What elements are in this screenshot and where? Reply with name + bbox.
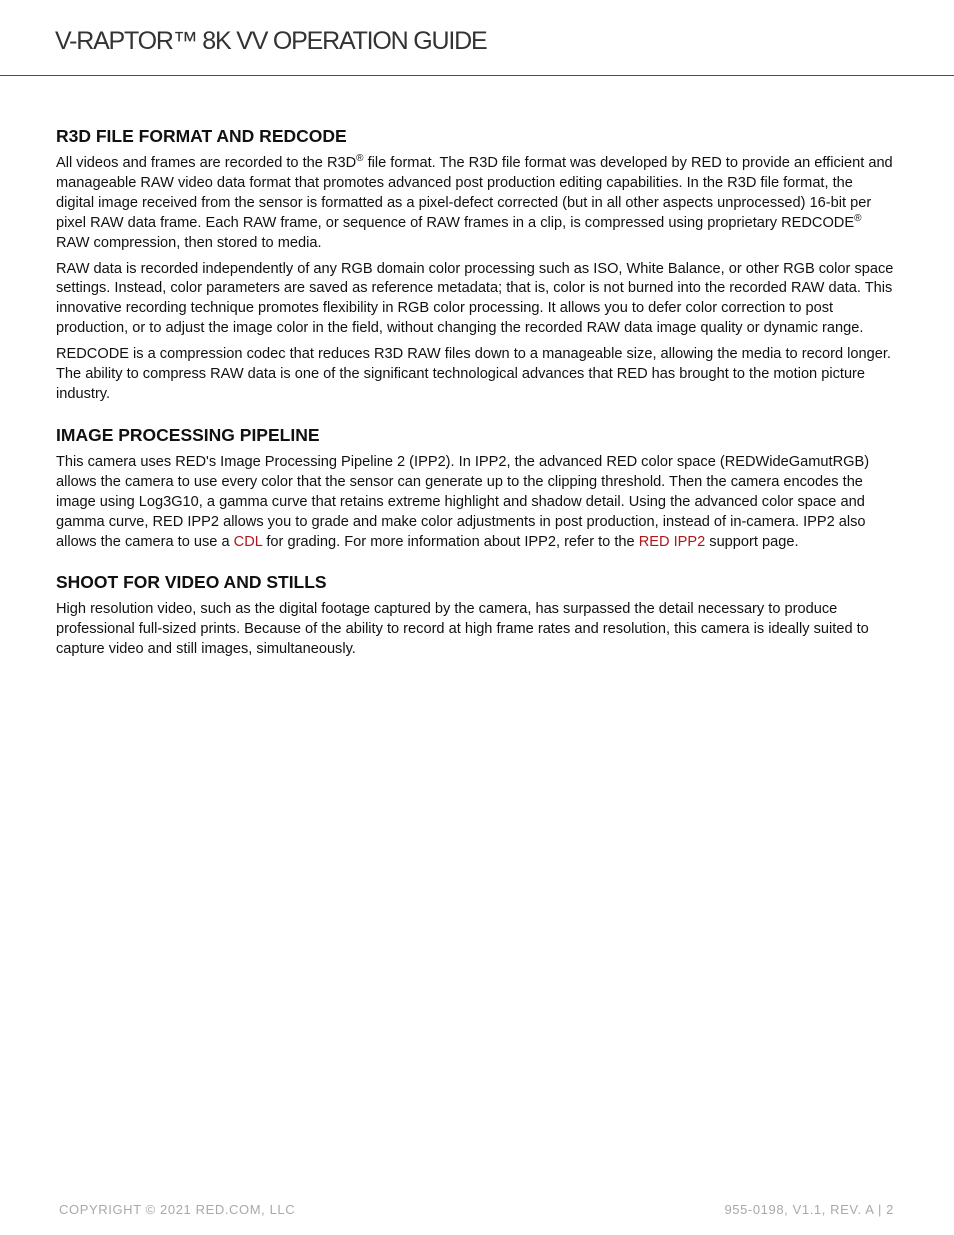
red-ipp2-link[interactable]: RED IPP2 <box>638 533 706 550</box>
section-heading: IMAGE PROCESSING PIPELINE <box>56 424 320 445</box>
registered-mark: ® <box>356 153 364 165</box>
text-run: for grading. For more information about IPP2, refer to the <box>262 533 639 550</box>
text-run: All videos and frames are recorded to the R3D <box>56 155 357 171</box>
section-r3d-file-format <box>56 124 894 405</box>
document-title: V-RAPTOR™ 8K VV OPERATION GUIDE <box>55 27 487 55</box>
paragraph <box>56 453 894 553</box>
paragraph: High resolution video, such as the digital footage captured by the camera, has surpassed the detail necessary to produce professional full-sized prints. Because of the ability to record at high frame rates and resolution, this camera is ideally suited to capture video and still images, simultaneously. <box>56 601 869 658</box>
section-heading: R3D FILE FORMAT AND REDCODE <box>56 126 347 146</box>
paragraph: RAW data is recorded independently of any RGB domain color processing such as ISO, White Balance, or other RGB color space settings. Instead, color parameters are saved as reference metadata; that is, color is not burned into the recorded RAW data. This innovative recording technique promotes flexibility in RGB color processing. It allows you to defer color correction to post production, or to adjust the image color in the field, without changing the recorded RAW data image quality or dynamic range. <box>56 260 894 337</box>
paragraph <box>56 154 894 254</box>
text-run: support page. <box>705 533 799 550</box>
cdl-link[interactable]: CDL <box>233 533 263 550</box>
section-shoot-for-video-and-stills <box>56 570 894 660</box>
text-run: file format. The R3D file format was developed by RED to provide an efficient and manageable RAW video data format that promotes advanced post production editing capabilities. In the R3D file format, the digital image received from the sensor is formatted as a pixel-defect corrected (but in all other aspects unprocessed) 16-bit per pixel RAW data frame. Each RAW frame, or sequence of RAW frames in a clip, is compressed using proprietary REDCODE <box>56 155 893 231</box>
section-image-processing-pipeline <box>56 423 894 553</box>
registered-mark: ® <box>854 212 862 224</box>
page-header <box>0 0 954 76</box>
footer-doc-info: 955-0198, V1.1, REV. A | 2 <box>724 1202 894 1217</box>
paragraph: REDCODE is a compression codec that reduces R3D RAW files down to a manageable size, allowing the media to record longer. The ability to compress RAW data is one of the significant technological advances that RED has brought to the motion picture industry. <box>56 346 891 402</box>
footer-copyright: COPYRIGHT © 2021 RED.COM, LLC <box>59 1202 296 1217</box>
page-content <box>56 124 894 678</box>
text-run: This camera uses RED's Image Processing Pipeline 2 (IPP2). In IPP2, the advanced RED color space (REDWideGamutRGB) allows the camera to use every color that the sensor can generate up to the clipping threshold. Then the camera encodes the image using Log3G10, a gamma curve that retains extreme highlight and shadow detail. Using the advanced color space and gamma curve, RED IPP2 allows you to grade and make color adjustments in post production, instead of in-camera. IPP2 also allows the camera to use a <box>56 453 870 550</box>
text-run: RAW compression, then stored to media. <box>56 234 322 251</box>
section-heading: SHOOT FOR VIDEO AND STILLS <box>56 572 327 593</box>
